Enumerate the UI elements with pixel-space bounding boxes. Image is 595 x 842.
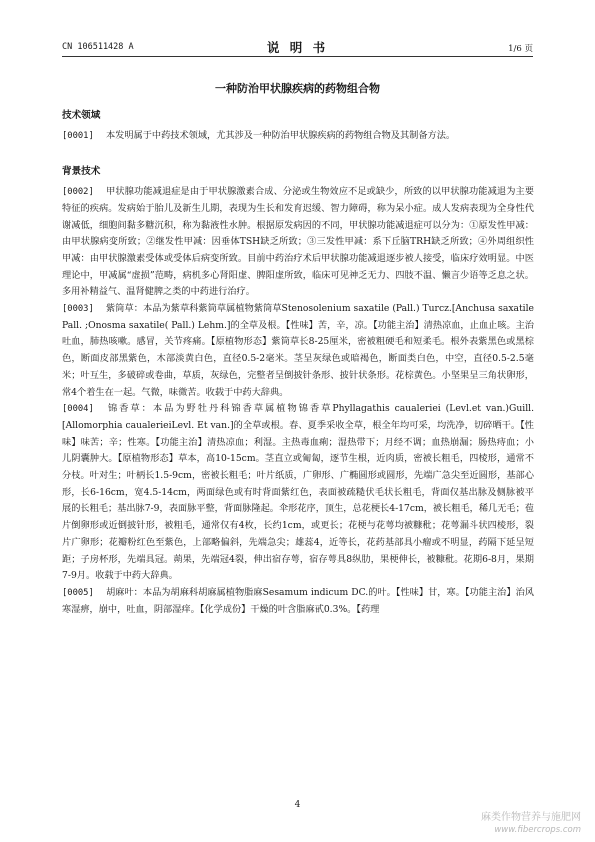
paragraph-number: [0001] <box>62 130 94 141</box>
section-background-art <box>62 164 534 618</box>
watermark-site-name: 麻类作物营养与施肥网 <box>481 812 581 823</box>
page-header <box>62 38 533 57</box>
paragraph-number: [0003] <box>62 304 94 315</box>
document-body <box>62 108 534 618</box>
watermark <box>461 812 581 836</box>
document-type-title: 说 明 书 <box>266 40 329 55</box>
watermark-url: www.fibercrops.com <box>494 825 581 835</box>
paragraph-text: 紫筒草：本品为紫草科紫筒草属植物紫筒草Stenosolenium saxatile (Pall.) Turcz.[Anchusa saxatile Pall. ;Onosma saxatile( Pall.) Lehm.]的全草及根。【性味】苦，辛，凉。【功能主治】清热凉血，止血止咳。主治吐血，肺热咳嗽。感冒，关节疼痛。【原植物形态】紫筒草长8-25厘米，密被粗硬毛和短柔毛。根外表紫黑色或黑棕色，断面皮部黑紫色，木部淡黄白色，直径0.5-2毫米。茎呈灰绿色或暗褐色，断面类白色，中空，直径0.5-2.5毫米；叶互生，多破碎或卷曲，草质，灰绿色，完整者呈倒披针条形、披针状条形。花棕黄色。小坚果呈三角状卵形，常4个着生在一起。气微，味微苦。收载于中药大辞典。 <box>62 303 534 398</box>
paragraph-text: 胡麻叶：本品为胡麻科胡麻属植物脂麻Sesamum indicum DC.的叶。【性味】甘，寒。【功能主治】治风寒湿痹，崩中，吐血，阴部湿痒。【化学成份】干燥的叶含脂麻甙0.3%。【药理 <box>62 586 534 615</box>
paragraph-number: [0002] <box>62 187 94 198</box>
paragraph-text: 锦香草：本品为野牡丹科锦香草属植物锦香草Phyllagathis caualeriei (Levl.et van.)Guill.[Allomorphia caualerieiLevl. Et van.]的全草或根。春、夏季采收全草，根全年均可采，均洗净，切碎晒干。【性味】味苦；辛；性寒。【功能主治】清热凉血；利湿。主热毒血痢；湿热带下；月经不调；血热崩漏；肠热痔血；小儿阴囊肿大。【原植物形态】草本，高10-15cm。茎直立或匍匐，逐节生根，近肉质，密被长粗毛，四棱形，通常不分枝。叶对生；叶柄长1.5-9cm，密被长粗毛；叶片纸质，广卵形、广椭圆形或圆形，先端广急尖至近圆形，基部心形，长6-16cm，宽4.5-14cm，两面绿色或有时背面紫红色，表面被疏糙伏毛状长粗毛，背面仅基出脉及侧脉被平展的长粗毛；基出脉7-9，表面脉平整，背面脉隆起。伞形花序，顶生，总花梗长4-17cm，被长粗毛，稀几无毛；苞片倒卵形或近倒披针形，被粗毛，通常仅有4枚，长约1cm，或更长；花梗与花萼均被糠秕；花萼漏斗状四棱形，裂片广卵形；花瓣粉红色至紫色，上部略偏斜，先端急尖；雄蕊4，近等长，花药基部具小瘤或不明显，药隔下延呈短距；子房杯形，先端具冠。蒴果，先端冠4裂，伸出宿存萼，宿存萼具8纵肋，果梗伸长，被糠秕。花期6-8月，果期7-9月。收载于中药大辞典。 <box>62 403 534 582</box>
page-number: 4 <box>294 800 301 810</box>
page-indicator: 1/6 页 <box>508 44 533 54</box>
paragraph <box>62 184 534 301</box>
paragraph <box>62 301 534 401</box>
patent-number: CN 106511428 A <box>62 42 134 52</box>
document-title: 一种防治甲状腺疾病的药物组合物 <box>215 82 380 95</box>
section-heading: 技术领域 <box>62 110 101 121</box>
paragraph <box>62 585 534 618</box>
section-heading: 背景技术 <box>62 166 101 178</box>
paragraph-text: 本发明属于中药技术领域，尤其涉及一种防治甲状腺疾病的药物组合物及其制备方法。 <box>106 129 456 141</box>
paragraph-text: 甲状腺功能减退症是由于甲状腺激素合成、分泌或生物效应不足或缺少，所致的以甲状腺功能减退为主要特征的疾病。发病始于胎儿及新生儿期，表现为生长和发育迟缓、智力障碍，称为呆小症。成人发病表现为全身性代谢减低，细胞间黏多糖沉积，称为黏液性水肿。根据原发病因的不同，甲状腺功能减退症可以分为：①原发性甲减：由甲状腺病变所致；②继发性甲减：因垂体TSH缺乏所致；③三发性甲减：系下丘脑TRH缺乏所致；④外周组织性甲减：由甲状腺激素受体或受体后病变所致。目前中药治疗术后甲状腺功能减退逐步被人接受，临床疗效明显。中医理论中，甲减属“虚损”范畴，病机多心肾阳虚、脾阳虚所致，临床可见神乏无力、四肢不温、懒言少语等乏息之状。多用补精益气、温肾健脾之类的中药进行治疗。 <box>62 186 534 298</box>
paragraph-number: [0004] <box>62 404 94 415</box>
section-technical-field <box>62 108 534 144</box>
paragraph-number: [0005] <box>62 587 94 598</box>
paragraph <box>62 128 534 145</box>
paragraph <box>62 401 534 585</box>
